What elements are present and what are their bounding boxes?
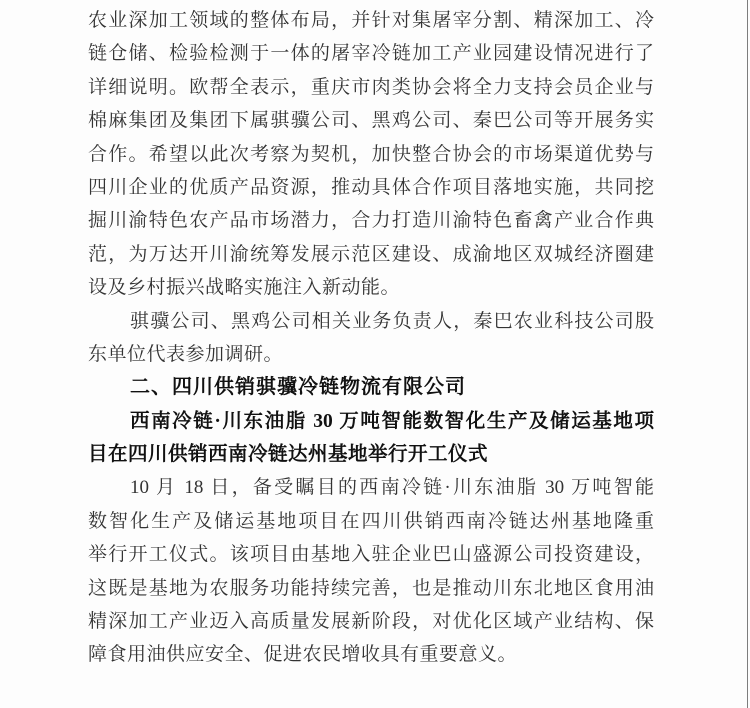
text-line: 范，为万达开川渝统筹发展示范区建设、成渝地区双城经济圈建 <box>88 243 654 265</box>
text-line: 设及乡村振兴战略实施注入新动能。 <box>88 277 401 299</box>
text-line: 举行开工仪式。该项目由基地入驻企业巴山盛源公司投资建设， <box>88 544 654 566</box>
section-heading: 二、四川供销骐骥冷链物流有限公司 <box>130 376 466 399</box>
text-line: 链仓储、检验检测于一体的屠宰冷链加工产业园建设情况进行了 <box>88 43 654 65</box>
text-line: 障食用油供应安全、促进农民增收具有重要意义。 <box>88 644 518 666</box>
text-line: 四川企业的优质产品资源，推动具体合作项目落地实施，共同挖 <box>88 176 654 198</box>
text-line: 东单位代表参加调研。 <box>88 343 284 365</box>
text-line: 骐骥公司、黑鸡公司相关业务负责人，秦巴农业科技公司股 <box>130 310 654 332</box>
scan-edge-line <box>747 0 748 708</box>
text-line: 精深加工产业迈入高质量发展新阶段，对优化区域产业结构、保 <box>88 611 654 633</box>
text-line: 农业深加工领域的整体布局，并针对集屠宰分割、精深加工、冷 <box>88 10 654 31</box>
document-text-block <box>88 4 654 672</box>
text-line: 棉麻集团及集团下属骐骥公司、黑鸡公司、秦巴公司等开展务实 <box>88 110 654 132</box>
text-line: 详细说明。欧帮全表示，重庆市肉类协会将全力支持会员企业与 <box>88 76 654 98</box>
text-line: 掘川渝特色农产品市场潜力，合力打造川渝特色畜禽产业合作典 <box>88 210 654 232</box>
text-line: 数智化生产及储运基地项目在四川供销西南冷链达州基地隆重 <box>88 510 654 532</box>
subsection-title-line: 目在四川供销西南冷链达州基地举行开工仪式 <box>88 444 489 466</box>
text-line: 合作。希望以此次考察为契机，加快整合协会的市场渠道优势与 <box>88 143 654 165</box>
text-line: 10 月 18 日，备受瞩目的西南冷链·川东油脂 30 万吨智能 <box>130 477 654 499</box>
text-line: 这既是基地为农服务功能持续完善，也是推动川东北地区食用油 <box>88 577 654 599</box>
subsection-title-line: 西南冷链·川东油脂 30 万吨智能数智化生产及储运基地项 <box>130 410 654 432</box>
